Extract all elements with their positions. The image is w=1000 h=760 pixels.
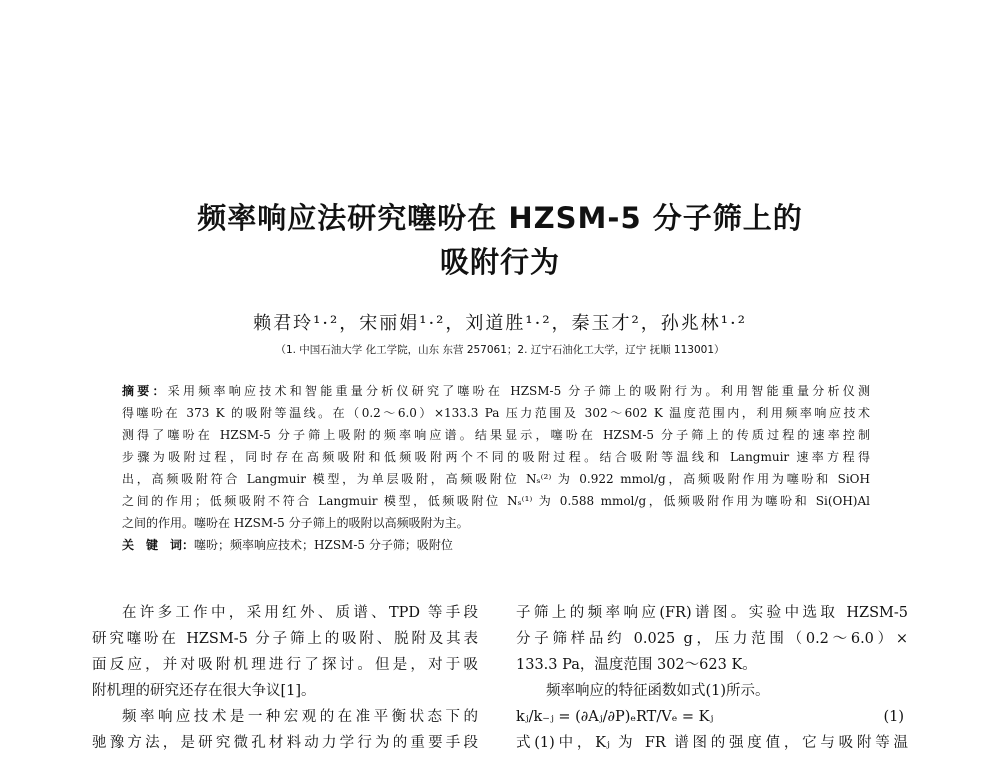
abstract-line: 步骤为吸附过程，同时存在高频吸附和低频吸附两个不同的吸附过程。结合吸附等温线和 Langmuir 速率方程得 [122,450,870,464]
abstract-line: 得噻吩在 373 K 的吸附等温线。在（0.2～6.0）×133.3 Pa 压力范围及 302～602 K 温度范围内，利用频率响应技术 [122,406,870,420]
body-line: 133.3 Pa，温度范围 302～623 K。 [516,657,757,673]
body-line: 频率响应技术是一种宏观的在准平衡状态下的 [122,709,478,725]
paper-title-line-1: 频率响应法研究噻吩在 HZSM-5 分子筛上的 [197,201,803,235]
equation-text: kⱼ/k₋ⱼ = (∂Aⱼ/∂P)ₑRT/Vₑ = Kⱼ [516,709,714,725]
body-line: 式(1)中，Kⱼ 为 FR 谱图的强度值，它与吸附等温 [516,735,908,751]
abstract-label: 摘要： [122,384,168,398]
equation-number: (1) [883,709,904,725]
body-line: 分子筛样品约 0.025 g，压力范围（0.2～6.0）× [516,631,908,647]
abstract-line [122,380,870,402]
body-left-column [92,600,478,756]
equation-1 [516,704,908,730]
keywords-label: 关 键 词： [122,538,195,552]
paper-title-line-2: 吸附行为 [439,245,560,279]
abstract-line: 之间的作用。噻吩在 HZSM-5 分子筛上的吸附以高频吸附为主。 [122,516,469,530]
keywords-text: 噻吩；频率响应技术；HZSM-5 分子筛；吸附位 [194,538,453,552]
keywords [122,534,870,556]
body-right-column [516,600,908,756]
abstract [122,380,870,556]
body-line: 研究噻吩在 HZSM-5 分子筛上的吸附、脱附及其表 [92,631,478,647]
author-list: 赖君玲¹·²，宋丽娟¹·²，刘道胜¹·²，秦玉才²，孙兆林¹·² [253,313,747,334]
body-line: 驰豫方法，是研究微孔材料动力学行为的重要手段 [92,735,478,751]
body-line: 频率响应的特征函数如式(1)所示。 [546,683,770,699]
affiliation: （1. 中国石油大学 化工学院，山东 东营 257061；2. 辽宁石油化工大学，辽宁 抚顺 113001） [275,344,725,356]
abstract-line: 测得了噻吩在 HZSM-5 分子筛上吸附的频率响应谱。结果显示，噻吩在 HZSM-5 分子筛上的传质过程的速率控制 [122,428,870,442]
body-line: 子筛上的频率响应(FR)谱图。实验中选取 HZSM-5 [516,605,908,621]
body-line: 附机理的研究还存在很大争议[1]。 [92,683,316,699]
abstract-text: 采用频率响应技术和智能重量分析仪研究了噻吩在 HZSM-5 分子筛上的吸附行为。利用智能重量分析仪测 [167,384,870,398]
abstract-line: 出，高频吸附符合 Langmuir 模型，为单层吸附，高频吸附位 Nₛ⁽²⁾ 为 0.922 mmol/g，高频吸附作用为噻吩和 SiOH [122,472,870,486]
abstract-line: 之间的作用；低频吸附不符合 Langmuir 模型，低频吸附位 Nₛ⁽¹⁾ 为 0.588 mmol/g，低频吸附作用为噻吩和 Si(OH)Al [122,494,870,508]
body-line: 面反应，并对吸附机理进行了探讨。但是，对于吸 [92,657,478,673]
body-line: 在许多工作中，采用红外、质谱、TPD 等手段 [122,605,478,621]
